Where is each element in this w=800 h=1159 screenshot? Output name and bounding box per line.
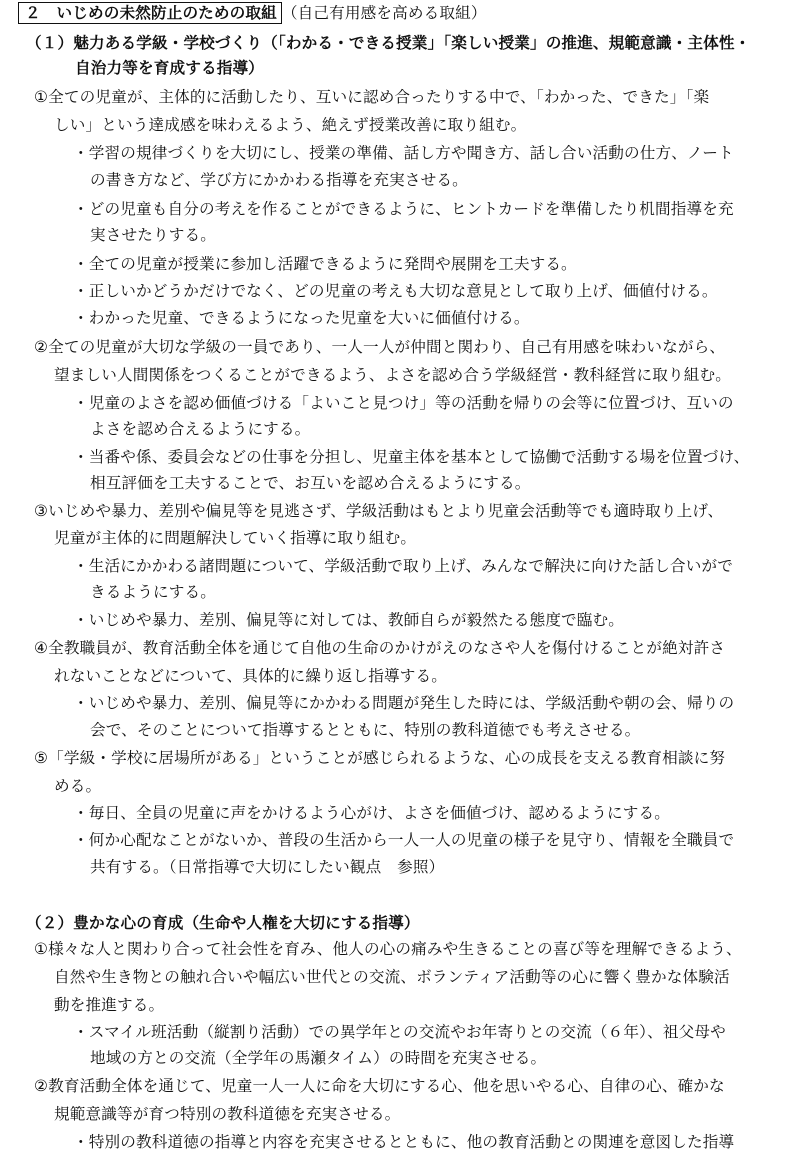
item-2-line: ②全ての児童が大切な学級の一員であり、一人一人が仲間と関わり、自己有用感を味わいながら、 [34,337,726,356]
section-subtitle: （自己有用感を高める取組） [281,3,487,22]
bullet-line: ・児童のよさを認め価値づける「よいこと見つけ」等の活動を帰りの会等に位置づけ、互いの [73,393,734,412]
bullet-line: ・何か心配なことがないか、普段の生活から一人一人の児童の様子を見守り、情報を全職員で [73,830,735,849]
item-4-line: れないことなどについて、具体的に繰り返し指導する。 [54,667,447,685]
item-5-line: ⑤「学級・学校に居場所がある」ということが感じられるような、心の成長を支える教育相談に努 [34,748,726,767]
bullet-line: ・特別の教科道徳の指導と内容を充実させるとともに、他の教育活動との関連を意図した指導 [73,1132,735,1151]
subsection-heading-1: （１）魅力ある学級・学校づくり（「わかる・できる授業」「楽しい授業」の推進、規範意識・主体性・ [26,33,751,52]
item-1-line: ①全ての児童が、主体的に活動したり、互いに認め合ったりする中で、「わかった、できた」「楽 [34,87,710,106]
bullet-line: 実させたりする。 [90,226,216,245]
bullet-line: 地域の方との交流（全学年の馬瀬タイム）の時間を充実させる。 [90,1049,547,1068]
subsection-heading-1-cont: 自治力等を育成する指導） [75,58,264,77]
item-2-line: 規範意識等が育つ特別の教科道徳を充実させる。 [54,1104,401,1123]
bullet-line: 共有する。（日常指導で大切にしたい観点 参照） [90,857,445,876]
bullet-line: ・生活にかかわる諸問題について、学級活動で取り上げ、みんなで解決に向けた話し合いがで [73,557,733,576]
bullet-line: よさを認め合えるようにする。 [90,419,311,438]
item-1-line: しい」という達成感を味わえるよう、絶えず授業改善に取り組む。 [54,115,527,134]
bullet-line: きるようにする。 [90,583,216,602]
bullet-line: 会で、そのことについて指導するとともに、特別の教科道徳でも考えさせる。 [90,720,641,739]
bullet-line: ・全ての児童が授業に参加し活躍できるように発問や展開を工夫する。 [73,255,577,274]
item-1-line: ①様々な人と関わり合って社会性を育み、他人の心の痛みや生きることの喜び等を理解できるよう、 [34,940,742,959]
item-2-line: 望ましい人間関係をつくることができるよう、よさを認め合う学級経営・教科経営に取り組む。 [54,365,731,384]
item-1-line: 動を推進する。 [54,996,165,1015]
bullet-line: ・どの児童も自分の考えを作ることができるように、ヒントカードを準備したり机間指導を充 [73,200,734,219]
bullet-line: ・わかった児童、できるようになった児童を大いに価値付ける。 [73,309,530,327]
bullet-line: ・毎日、全員の児童に声をかけるよう心がけ、よさを価値づけ、認めるようにする。 [73,803,671,822]
bullet-line: 相互評価を工夫することで、お互いを認め合えるようにする。 [90,473,531,492]
item-3-line: 児童が主体的に問題解決していく指導に取り組む。 [54,529,417,548]
item-2-line: ②教育活動全体を通じて、児童一人一人に命を大切にする心、他を思いやる心、自律の心、確かな [34,1077,725,1095]
item-1-line: 自然や生き物との触れ合いや幅広い世代との交流、ボランティア活動等の心に響く豊かな体験活 [54,968,730,987]
subsection-heading-2: （２）豊かな心の育成（生命や人権を大切にする指導） [26,914,420,933]
item-5-line: める。 [54,776,102,795]
bullet-line: の書き方など、学び方にかかわる指導を充実させる。 [90,171,468,190]
bullet-line: ・学習の規律づくりを大切にし、授業の準備、話し方や聞き方、話し合い活動の仕方、ノート [73,144,734,163]
bullet-line: ・正しいかどうかだけでなく、どの児童の考えも大切な意見として取り上げ、価値付ける。 [73,282,718,300]
item-3-line: ③いじめや暴力、差別や偏見等を見逃さず、学級活動はもとより児童会活動等でも適時取り上げ、 [34,501,724,520]
section-heading [18,2,487,24]
item-4-line: ④全教職員が、教育活動全体を通じて自他の生命のかけがえのなさや人を傷付けることが絶対許さ [34,639,726,658]
bullet-line: ・いじめや暴力、差別、偏見等にかかわる問題が発生した時には、学級活動や朝の会、帰りの [73,694,735,712]
bullet-line: ・いじめや暴力、差別、偏見等に対しては、教師自らが毅然たる態度で臨む。 [73,611,625,630]
bullet-line: ・当番や係、委員会などの仕事を分担し、児童主体を基本として協働で活動する場を位置づけ、 [73,447,750,466]
bullet-line: ・スマイル班活動（縦割り活動）での異学年との交流やお年寄りとの交流（６年）、祖父母や [73,1023,726,1042]
section-number-title: ２ いじめの未然防止のための取組 [18,2,282,24]
